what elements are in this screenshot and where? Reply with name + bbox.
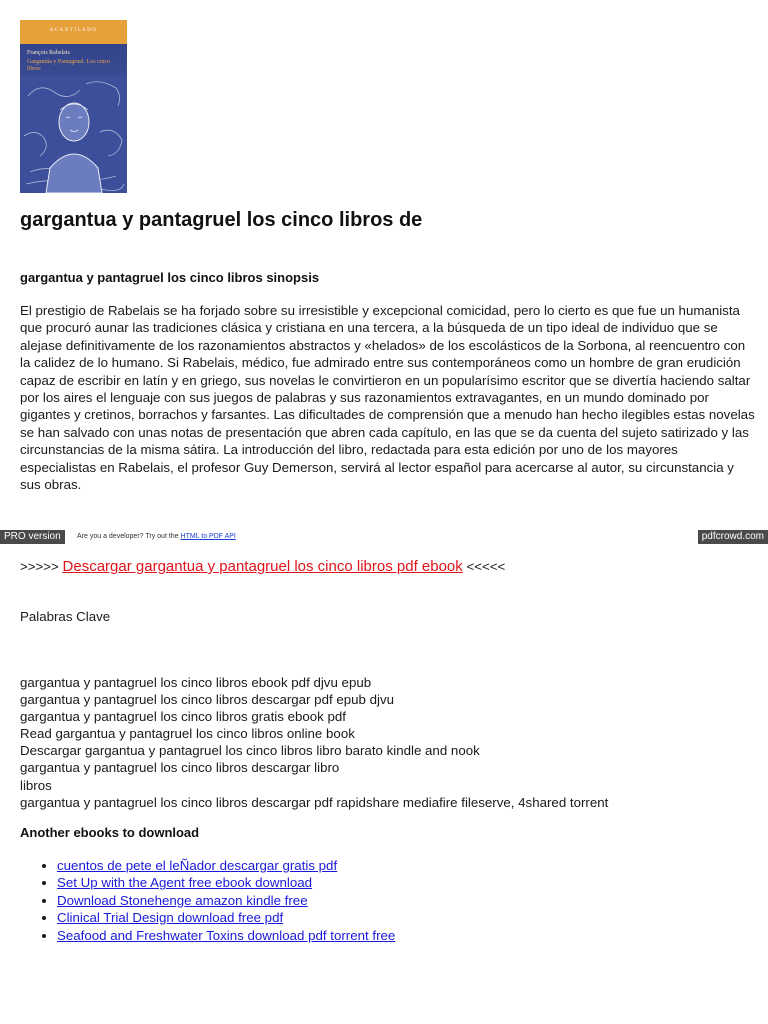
ebook-list-item bbox=[57, 909, 395, 926]
keyword-item: libros bbox=[20, 777, 52, 793]
cover-portrait-illustration bbox=[20, 76, 127, 193]
pro-version-badge[interactable]: PRO version bbox=[0, 530, 65, 544]
ebook-list-item bbox=[57, 892, 395, 909]
ebook-list-item bbox=[57, 927, 395, 944]
synopsis-paragraph: El prestigio de Rabelais se ha forjado sobre su irresistible y excepcional comicidad, pero lo cierto es que fue un humanista que procuró aunar las tradiciones clásica y cristiana en una tercera, a la búsqueda de un tipo ideal de individuo que se alejase definitivamente de los razonamientos abstractos y «helados» de los escolásticos de la Sorbona, al reencuentro con la calidez de lo humano. Si Rabelais, médico, fue admirado entre sus contemporáneos como un hombre de gran erudición capaz de escribir en latín y en griego, sus novelas le convirtieron en un popularísimo escritor que se divertía haciendo saltar por los aires el lenguaje con sus juegos de palabras y sus razonamientos extravagantes, en un mundo dominado por gigantes y cretinos, borrachos y farsantes. Las dificultades de comprensión que a menudo han hecho ilegibles estas novelas se han salvado con unas notas de presentación que abren cada capítulo, en las que se da cuenta del sujeto satirizado y las circunstancias de la misma sátira. La introducción del libro, redactada para esta edición por uno de los mayores especialistas en Rabelais, el profesor Guy Demerson, servirá al lector español para acercarse al autor, su circunstancia y sus obras. bbox=[20, 303, 755, 493]
keyword-item: Descargar gargantua y pantagruel los cinco libros libro barato kindle and nook bbox=[20, 743, 480, 759]
banner-prompt-text: Are you a developer? Try out the bbox=[77, 533, 181, 540]
download-suffix: <<<<< bbox=[462, 559, 506, 574]
keyword-item: gargantua y pantagruel los cinco libros descargar pdf epub djvu bbox=[20, 692, 395, 708]
more-ebooks-heading: Another ebooks to download bbox=[20, 825, 200, 840]
html-to-pdf-api-link[interactable]: HTML to PDF API bbox=[180, 533, 236, 540]
keyword-item: Read gargantua y pantagruel los cinco libros online book bbox=[20, 726, 355, 742]
synopsis-heading: gargantua y pantagruel los cinco libros sinopsis bbox=[20, 270, 320, 285]
download-prefix: >>>>> bbox=[20, 559, 63, 574]
keyword-item: gargantua y pantagruel los cinco libros descargar libro bbox=[20, 760, 340, 776]
keyword-list bbox=[20, 674, 608, 811]
book-cover-image bbox=[20, 20, 127, 193]
cover-author: François Rabelais bbox=[27, 50, 70, 56]
keyword-item: gargantua y pantagruel los cinco libros gratis ebook pdf bbox=[20, 709, 346, 725]
cover-publisher: ACANTILADO bbox=[49, 28, 98, 33]
cover-title: Gargantúa y Pantagruel. Los cinco libros bbox=[27, 59, 111, 72]
page-title: gargantua y pantagruel los cinco libros de bbox=[20, 209, 423, 231]
keywords-label: Palabras Clave bbox=[20, 609, 111, 624]
ebook-link[interactable]: cuentos de pete el leÑador descargar gratis pdf bbox=[57, 858, 338, 873]
ebook-link[interactable]: Seafood and Freshwater Toxins download pdf torrent free bbox=[57, 927, 396, 943]
pdfcrowd-brand-badge[interactable]: pdfcrowd.com bbox=[698, 530, 768, 544]
more-ebooks-list bbox=[37, 857, 395, 944]
pdfcrowd-banner bbox=[0, 530, 768, 544]
keyword-item: gargantua y pantagruel los cinco libros ebook pdf djvu epub bbox=[20, 675, 372, 690]
ebook-link[interactable]: Clinical Trial Design download free pdf bbox=[57, 910, 284, 926]
ebook-list-item bbox=[57, 874, 395, 891]
banner-prompt bbox=[77, 531, 236, 543]
ebook-link[interactable]: Download Stonehenge amazon kindle free bbox=[57, 892, 308, 908]
ebook-list-item bbox=[57, 857, 395, 874]
keyword-item: gargantua y pantagruel los cinco libros descargar pdf rapidshare mediafire fileserve, 4shared torrent bbox=[20, 794, 609, 810]
ebook-link[interactable]: Set Up with the Agent free ebook download bbox=[57, 875, 313, 891]
download-ebook-link[interactable]: Descargar gargantua y pantagruel los cinco libros pdf ebook bbox=[62, 558, 463, 575]
download-line bbox=[20, 557, 505, 577]
